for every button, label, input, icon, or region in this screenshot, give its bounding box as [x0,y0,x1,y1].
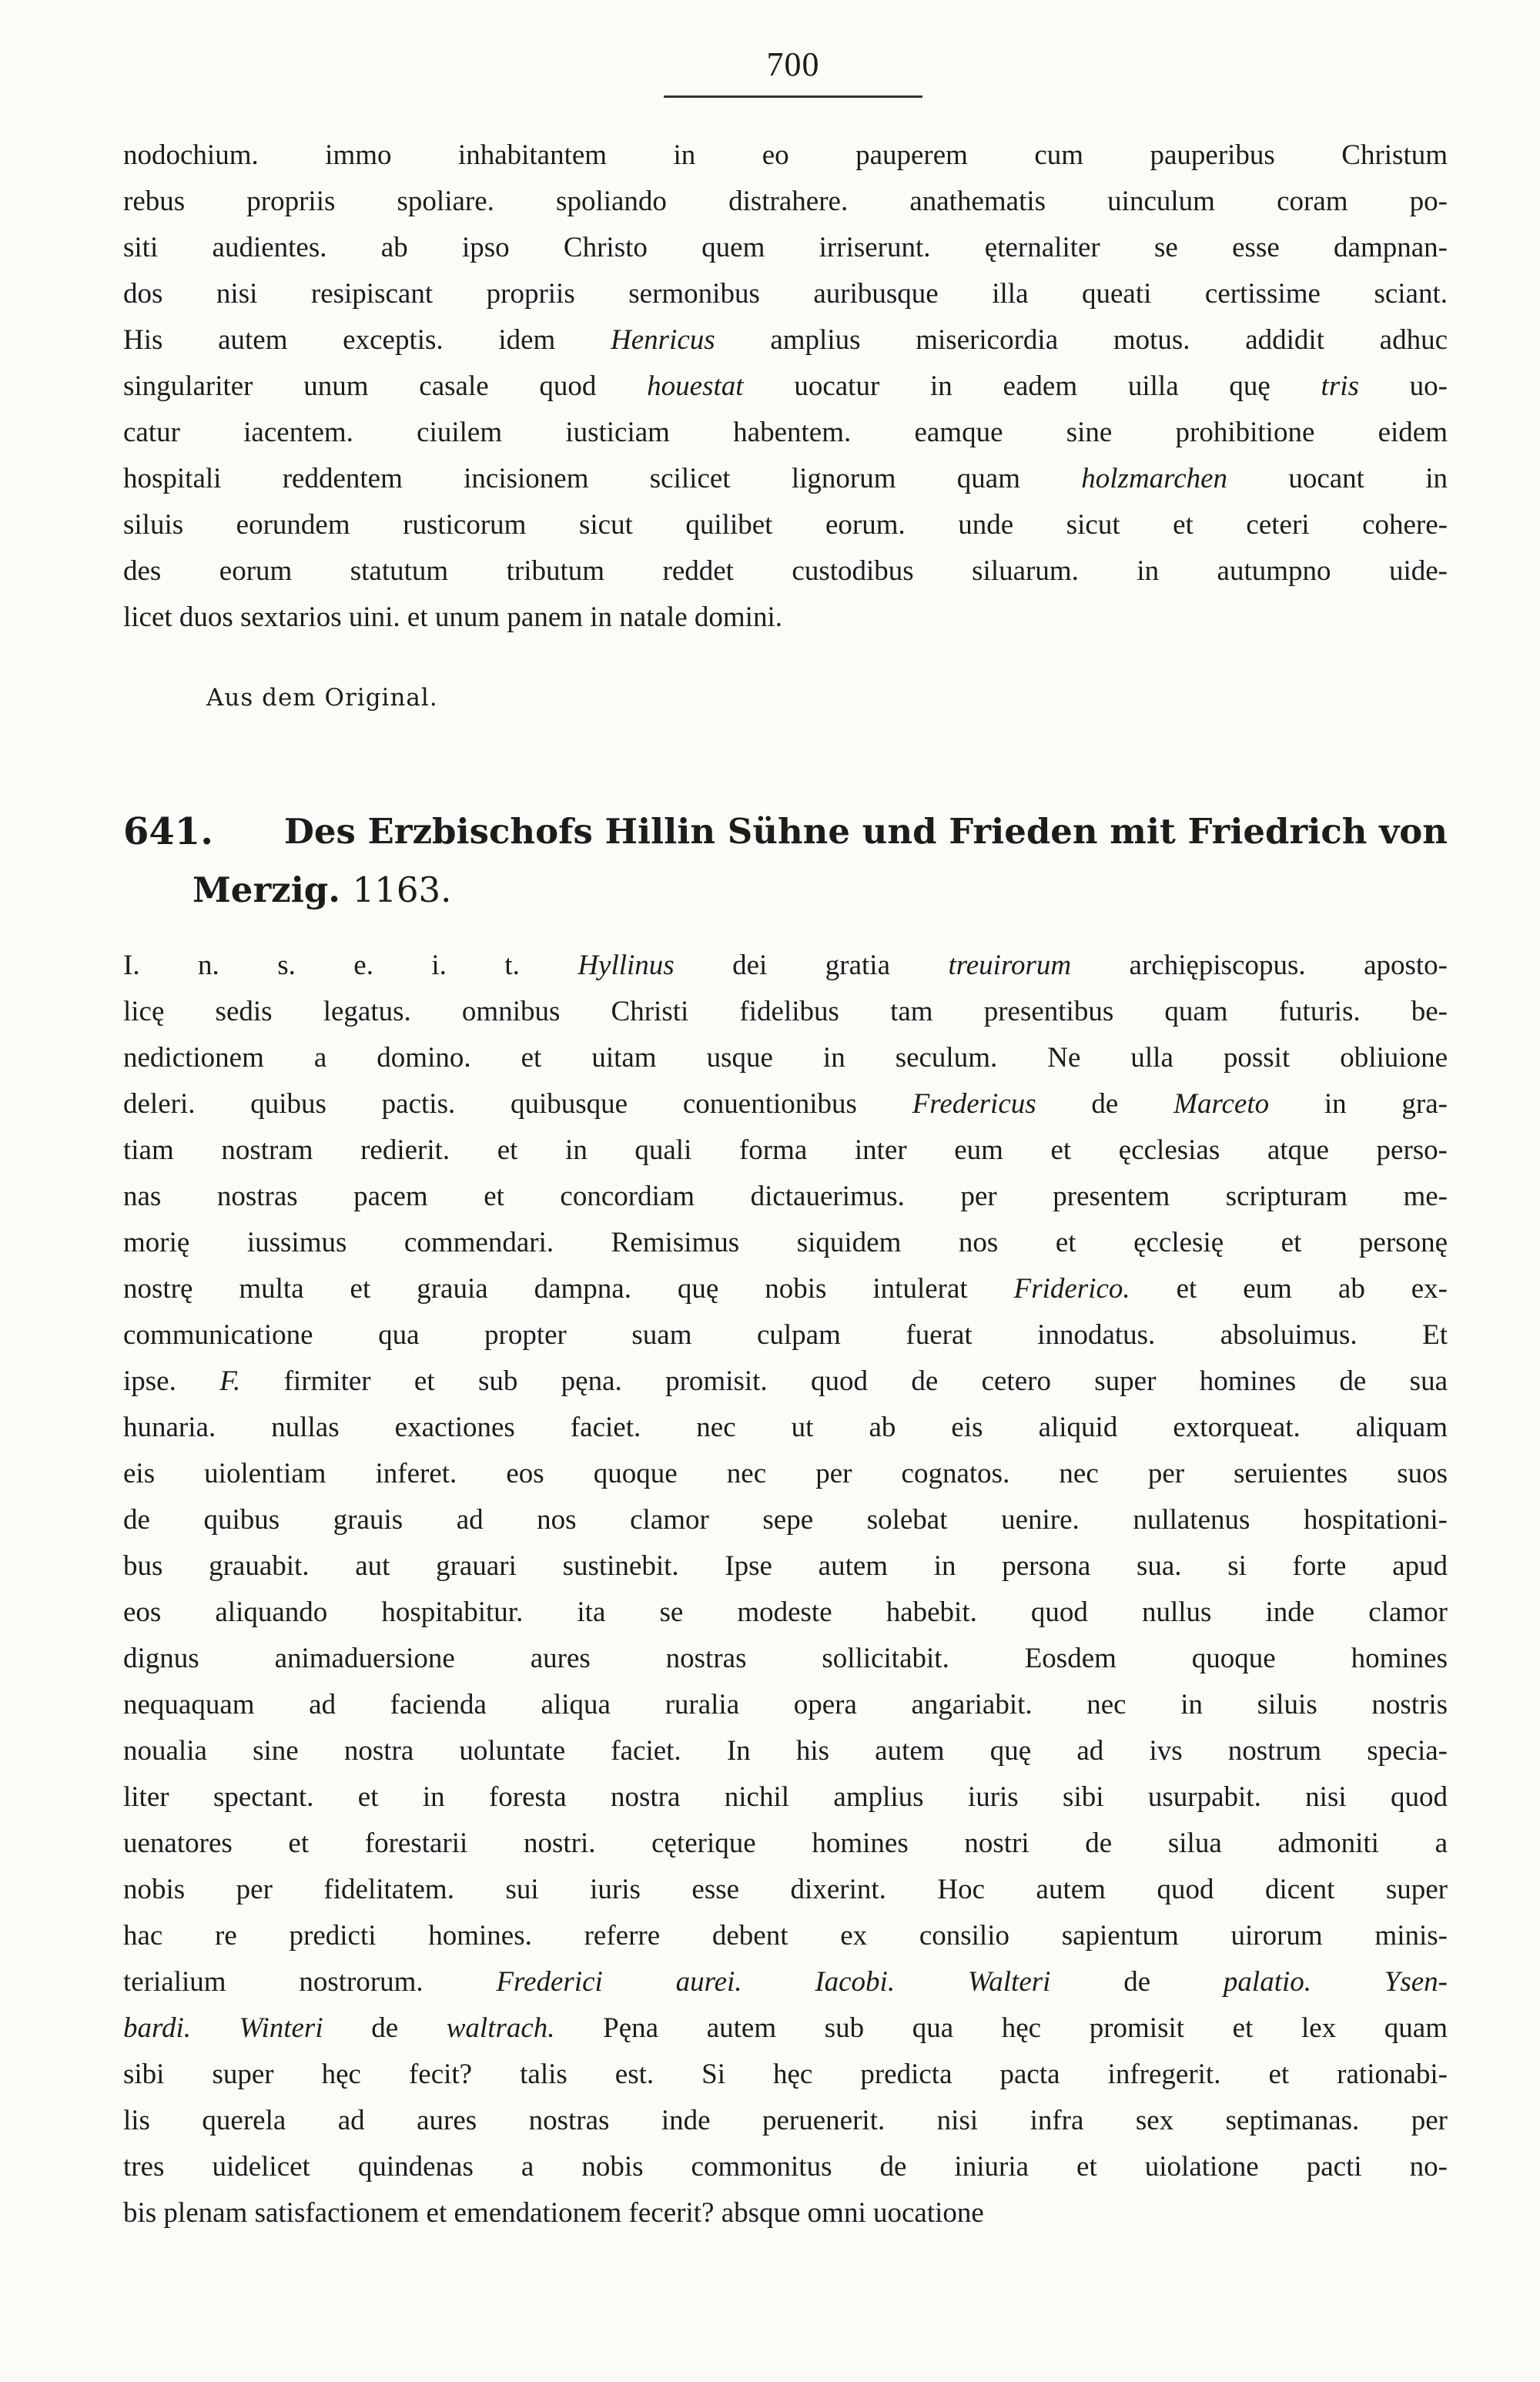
italic-name: holzmarchen [1081,463,1228,494]
text-line: licę sedis legatus. omnibus Christi fidelibus tam presentibus quam futuris. be- [123,996,1448,1027]
document-title: Des Erzbischofs Hillin Sühne und Frieden mit Friedrich von [283,811,1448,852]
text-line: noualia sine nostra uoluntate faciet. In his autem quę ad ivs nostrum specia- [123,1735,1448,1767]
text-line: tiam nostram redierit. et in quali forma inter eum et ęcclesias atque perso- [123,1134,1448,1166]
text-line: morię iussimus commendari. Remisimus siquidem nos et ęcclesię et personę [123,1227,1448,1258]
italic-name: Frederici aurei. Iacobi. Walteri [496,1966,1051,1998]
document-number: 641. [123,810,213,853]
italic-name: Marceto [1173,1088,1270,1120]
italic-name: houestat [647,370,744,402]
text-line: uenatores et forestarii nostri. cęterique homines nostri de silua admoniti a [123,1828,1448,1859]
text-line: singulariter unum casale quod houestat uocatur in eadem uilla quę tris uo- [123,370,1448,402]
text-line: nodochium. immo inhabitantem in eo pauperem cum pauperibus Christum [123,139,1448,171]
text-line: siluis eorundem rusticorum sicut quilibet eorum. unde sicut et ceteri cohere- [123,509,1448,541]
text-line: eis uiolentiam inferet. eos quoque nec per cognatos. nec per seruientes suos [123,1458,1448,1489]
text-line: hunaria. nullas exactiones faciet. nec ut ab eis aliquid extorqueat. aliquam [123,1412,1448,1443]
text-line: liter spectant. et in foresta nostra nichil amplius iuris sibi usurpabit. nisi quod [123,1781,1448,1813]
text-line: communicatione qua propter suam culpam fuerat innodatus. absoluimus. Et [123,1319,1448,1351]
italic-name: Fredericus [912,1088,1036,1120]
italic-name: Hyllinus [578,950,675,981]
text-line: de quibus grauis ad nos clamor sepe solebat uenire. nullatenus hospitationi- [123,1504,1448,1536]
italic-name: treuirorum [948,950,1072,981]
text-line: bus grauabit. aut grauari sustinebit. Ipse autem in persona sua. si forte apud [123,1550,1448,1582]
previous-document-text [123,132,1448,641]
italic-name: Henricus [611,324,715,356]
text-line: nostrę multa et grauia dampna. quę nobis intulerat Friderico. et eum ab ex- [123,1273,1448,1305]
text-line: deleri. quibus pactis. quibusque conuentionibus Fredericus de Marceto in gra- [123,1088,1448,1120]
document-heading [123,801,1448,918]
text-line: dignus animaduersione aures nostras sollicitabit. Eosdem quoque homines [123,1643,1448,1674]
text-line: bis plenam satisfactionem et emendationem fecerit? absque omni uocatione [123,2197,984,2229]
header-rule [664,95,922,98]
text-line: des eorum statutum tributum reddet custodibus siluarum. in autumpno uide- [123,555,1448,587]
text-line: His autem exceptis. idem Henricus amplius misericordia motus. addidit adhuc [123,324,1448,356]
document-title-continued: Merzig. [192,869,340,910]
italic-name: palatio. Ysen- [1223,1966,1448,1998]
document-body-text [123,943,1448,2236]
italic-name: waltrach. [446,2012,555,2044]
source-note: Aus dem Original. [206,684,438,712]
text-line: licet duos sextarios uini. et unum panem in natale domini. [123,601,782,633]
text-line: catur iacentem. ciuilem iusticiam habentem. eamque sine prohibitione eidem [123,417,1448,448]
text-line: terialium nostrorum. Frederici aurei. Iacobi. Walteri de palatio. Ysen- [123,1966,1448,1998]
text-line: nequaquam ad facienda aliqua ruralia opera angariabit. nec in siluis nostris [123,1689,1448,1720]
text-line: tres uidelicet quindenas a nobis commonitus de iniuria et uiolatione pacti no- [123,2151,1448,2183]
text-line: dos nisi resipiscant propriis sermonibus auribusque illa queati certissime sciant. [123,278,1448,310]
text-line: eos aliquando hospitabitur. ita se modeste habebit. quod nullus inde clamor [123,1596,1448,1628]
text-line: sibi super hęc fecit? talis est. Si hęc predicta pacta infregerit. et rationabi- [123,2059,1448,2090]
document-year: 1163. [352,869,452,910]
text-line: lis querela ad aures nostras inde peruenerit. nisi infra sex septimanas. per [123,2105,1448,2136]
italic-name: F. [219,1365,241,1397]
text-line: siti audientes. ab ipso Christo quem irriserunt. ęternaliter se esse dampnan- [123,232,1448,263]
page-number: 700 [766,45,820,83]
text-line: nobis per fidelitatem. sui iuris esse dixerint. Hoc autem quod dicent super [123,1874,1448,1905]
italic-name: bardi. Winteri [123,2012,323,2044]
text-line: ipse. F. firmiter et sub pęna. promisit. quod de cetero super homines de sua [123,1365,1448,1397]
italic-name: Friderico. [1013,1273,1130,1305]
text-line: bardi. Winteri de waltrach. Pęna autem sub qua hęc promisit et lex quam [123,2012,1448,2044]
text-line: nedictionem a domino. et uitam usque in seculum. Ne ulla possit obliuione [123,1042,1448,1074]
italic-name: tris [1321,370,1359,402]
text-line: hospitali reddentem incisionem scilicet lignorum quam holzmarchen uocant in [123,463,1448,494]
text-line: nas nostras pacem et concordiam dictauerimus. per presentem scripturam me- [123,1181,1448,1212]
text-line: rebus propriis spoliare. spoliando distrahere. anathematis uinculum coram po- [123,186,1448,217]
text-line: hac re predicti homines. referre debent ex consilio sapientum uirorum minis- [123,1920,1448,1951]
text-line: I. n. s. e. i. t. Hyllinus dei gratia treuirorum archiępiscopus. aposto- [123,950,1448,981]
